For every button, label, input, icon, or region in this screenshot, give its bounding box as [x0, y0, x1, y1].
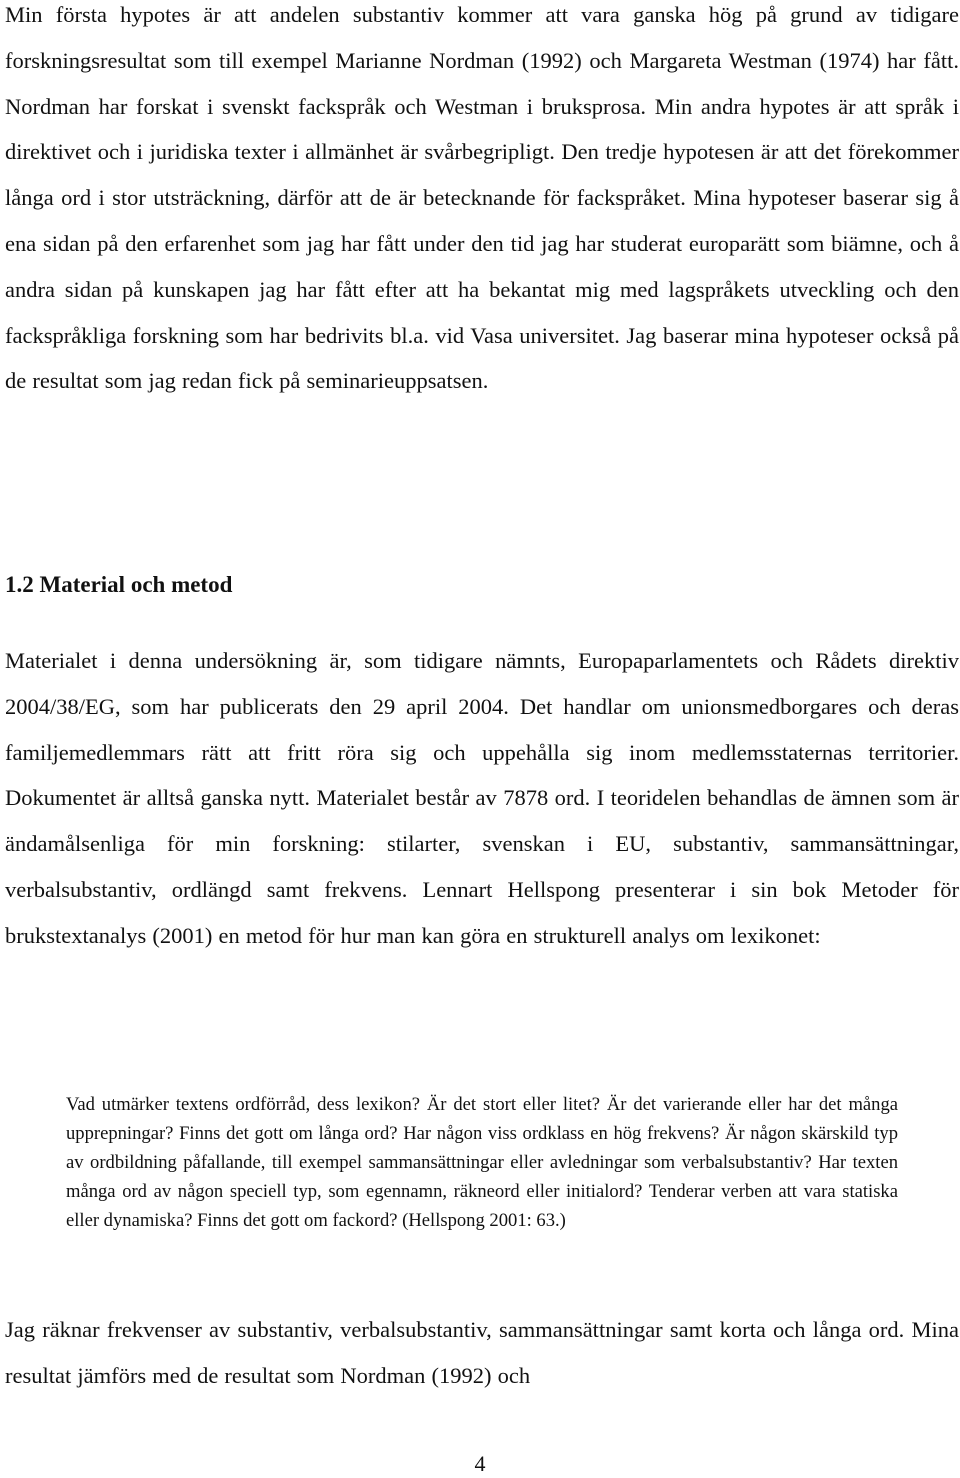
block-quote: Vad utmärker textens ordförråd, dess lexikon? Är det stort eller litet? Är det varierande eller har det många upprepningar? Finns det gott om långa ord? Har någon viss ordklass en hög frekvens? Är någon skärskild typ av ordbildning påfallande, till exempel sammansättningar eller avledningar som verbalsubstantiv? Har texten många ord av någon speciell typ, som egennamn, räkneord eller initialord? Tenderar verben att vara statiska eller dynamiska? Finns det gott om fackord? (Hellspong 2001: 63.) [66, 1094, 898, 1231]
page-number: 4 [474, 1451, 486, 1476]
closing-paragraph: Jag räknar frekvenser av substantiv, verbalsubstantiv, sammansättningar samt korta och långa ord. Mina resultat jämförs med de resultat som Nordman (1992) och [5, 1317, 959, 1388]
hypothesis-paragraph: Min första hypotes är att andelen substantiv kommer att vara ganska hög på grund av tidigare forskningsresultat som till exempel Marianne Nordman (1992) och Margareta Westman (1974) har fått. Nordman har forskat i svenskt fackspråk och Westman i bruksprosa. Min andra hypotes är att språk i direktivet och i juridiska texter i allmänhet är svårbegripligt. Den tredje hypotesen är att det förekommer långa ord i stor utsträckning, därför att de är betecknande för fackspråket. Mina hypoteser baserar sig å ena sidan på den erfarenhet som jag har fått under den tid jag har studerat europarätt som biämne, och å andra sidan på kunskapen jag har fått efter att ha bekantat mig med lagspråkets utveckling och den fackspråkliga forskning som har bedrivits bl.a. vid Vasa universitet. Jag baserar mina hypoteser också på de resultat som jag redan fick på seminarieuppsatsen. [5, 2, 959, 394]
material-paragraph: Materialet i denna undersökning är, som tidigare nämnts, Europaparlamentets och Rådets direktiv 2004/38/EG, som har publicerats den 29 april 2004. Det handlar om unionsmedborgares och deras familjemedlemmars rätt att fritt röra sig och uppehålla sig inom medlemsstaternas territorier. Dokumentet är alltså ganska nytt. Materialet består av 7878 ord. I teoridelen behandlas de ämnen som är ändamålsenliga för min forskning: stilarter, svenskan i EU, substantiv, sammansättningar, verbalsubstantiv, ordlängd samt frekvens. Lennart Hellspong presenterar i sin bok Metoder för brukstextanalys (2001) en metod för hur man kan göra en strukturell analys om lexikonet: [5, 648, 959, 948]
section-heading: 1.2 Material och metod [5, 572, 233, 597]
